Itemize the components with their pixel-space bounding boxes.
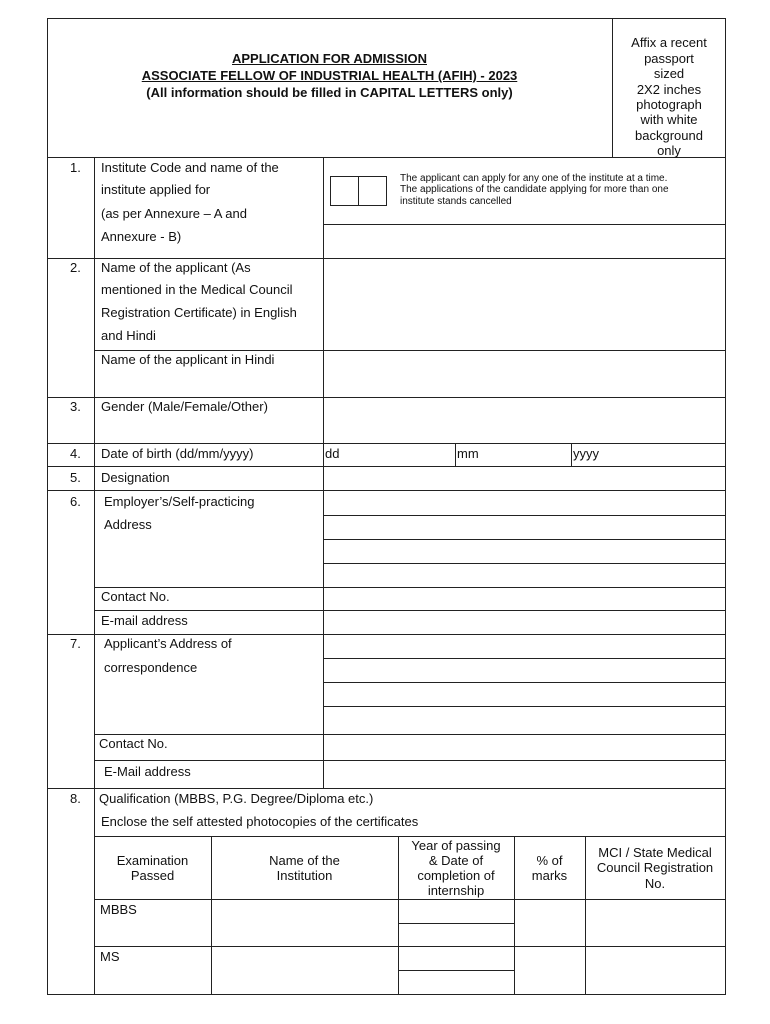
table-row-mbbs: MBBS <box>100 902 137 917</box>
row-number: 7. <box>70 636 81 651</box>
form-title: APPLICATION FOR ADMISSION <box>232 51 427 66</box>
applicant-name-hindi-field[interactable] <box>324 351 725 397</box>
correspondence-address-label: Applicant’s Address of <box>104 636 232 651</box>
dob-day-field[interactable]: dd <box>325 446 340 461</box>
institute-note: The applicant can apply for any one of the institute at a time. <box>400 173 668 184</box>
dob-label: Date of birth (dd/mm/yyyy) <box>101 446 254 461</box>
header-year: Year of passing <box>411 838 501 853</box>
row-number: 4. <box>70 446 81 461</box>
correspondence-contact-label: Contact No. <box>99 736 168 751</box>
header-marks: % of <box>536 853 563 868</box>
employer-address-label: Employer’s/Self-practicing <box>104 494 255 509</box>
employer-contact-field[interactable] <box>324 588 725 610</box>
institute-name-field[interactable] <box>324 225 725 258</box>
gender-field[interactable] <box>324 398 725 443</box>
row-number: 5. <box>70 470 81 485</box>
form-instruction: (All information should be filled in CAPITAL LETTERS only) <box>146 85 513 100</box>
correspondence-address-field[interactable] <box>324 635 725 734</box>
institute-label: Institute Code and name of the <box>101 160 279 175</box>
header-exam: Examination <box>116 853 189 868</box>
employer-email-label: E-mail address <box>101 613 188 628</box>
designation-field[interactable] <box>324 467 725 490</box>
row-number: 8. <box>70 791 81 806</box>
row-number: 6. <box>70 494 81 509</box>
institute-code-box-2[interactable] <box>358 176 387 206</box>
correspondence-email-label: E-Mail address <box>104 764 191 779</box>
designation-label: Designation <box>101 470 170 485</box>
gender-label: Gender (Male/Female/Other) <box>101 399 268 414</box>
applicant-name-label: Name of the applicant (As <box>101 260 251 275</box>
row-number: 1. <box>70 160 81 175</box>
dob-year-field[interactable]: yyyy <box>573 446 599 461</box>
applicant-name-hindi-label: Name of the applicant in Hindi <box>101 352 275 367</box>
employer-contact-label: Contact No. <box>101 589 170 604</box>
qualification-label: Qualification (MBBS, P.G. Degree/Diploma etc.) <box>99 791 374 806</box>
row-number: 2. <box>70 260 81 275</box>
dob-month-field[interactable]: mm <box>457 446 479 461</box>
applicant-name-english-field[interactable] <box>324 259 725 350</box>
enclose-note: Enclose the self attested photocopies of the certificates <box>101 814 419 829</box>
table-row-ms: MS <box>100 949 120 964</box>
correspondence-email-field[interactable] <box>324 761 725 788</box>
row-number: 3. <box>70 399 81 414</box>
form-subtitle: ASSOCIATE FELLOW OF INDUSTRIAL HEALTH (AFIH) - 2023 <box>141 68 518 83</box>
employer-address-field[interactable] <box>324 491 725 587</box>
header-mci: MCI / State Medical <box>598 845 712 860</box>
correspondence-contact-field[interactable] <box>324 735 725 760</box>
employer-email-field[interactable] <box>324 611 725 634</box>
institute-code-box-1[interactable] <box>330 176 359 206</box>
header-institution: Name of the <box>269 853 340 868</box>
